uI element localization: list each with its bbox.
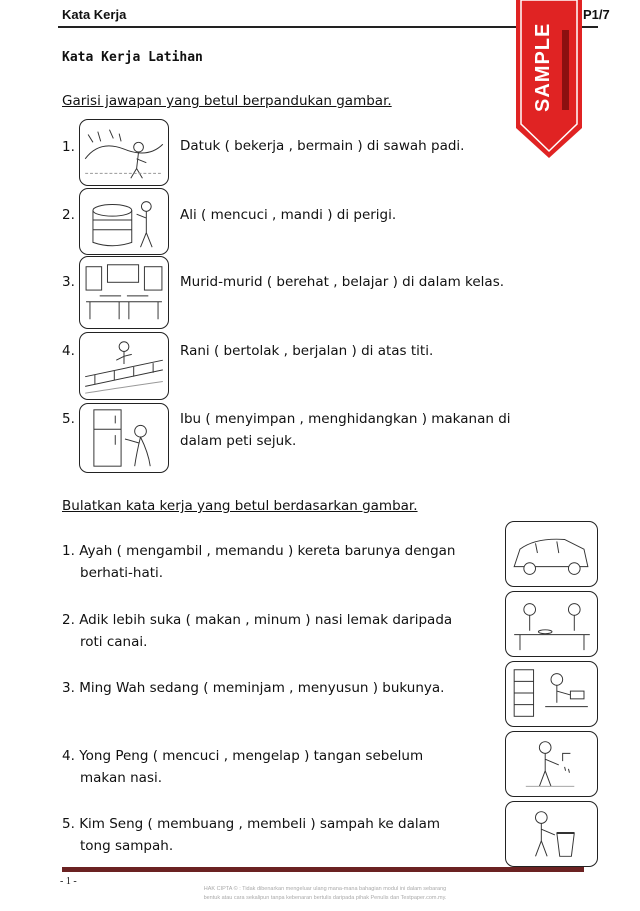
- s2-item-5-text: 5. Kim Seng ( membuang , membeli ) sampah ke dalam tong sampah.: [62, 816, 441, 854]
- s1-item-4-number: 4.: [62, 343, 75, 359]
- bridge-picture-icon: [79, 332, 169, 400]
- s1-item-5-text: Ibu ( menyimpan , menghidangkan ) makanan di dalam peti sejuk.: [180, 411, 511, 449]
- s2-item-1-text: 1. Ayah ( mengambil , memandu ) kereta barunya dengan berhati-hati.: [62, 543, 456, 581]
- eating-picture-icon: [505, 591, 598, 657]
- s2-item-4-text: 4. Yong Peng ( mencuci , mengelap ) tangan sebelum makan nasi.: [62, 748, 424, 786]
- s2-item-2-text: 2. Adik lebih suka ( makan , minum ) nasi lemak daripada roti canai.: [62, 612, 453, 650]
- s1-item-1-number: 1.: [62, 139, 75, 155]
- fridge-picture-icon: [79, 403, 169, 473]
- rice-field-picture-icon: [79, 119, 169, 186]
- copyright-line-1: HAK CIPTA © : Tidak dibenarkan mengeluar ulang mana-mana bahagian modul ini dalam sebarang: [203, 886, 447, 892]
- header-code: P1/7: [583, 7, 610, 22]
- section2-instruction: Bulatkan kata kerja yang betul berdasarkan gambar.: [62, 498, 418, 514]
- car-picture-icon: [505, 521, 598, 587]
- page-number: - 1 -: [60, 876, 77, 887]
- s1-item-3-number: 3.: [62, 274, 75, 290]
- s1-item-4-text: Rani ( bertolak , berjalan ) di atas titi.: [180, 343, 434, 359]
- s1-item-2-text: Ali ( mencuci , mandi ) di perigi.: [180, 207, 397, 223]
- washing-hands-picture-icon: [505, 731, 598, 797]
- books-picture-icon: [505, 661, 598, 727]
- sample-watermark: SAMPLE: [532, 22, 554, 112]
- worksheet-title: Kata Kerja Latihan: [62, 50, 203, 65]
- header-title: Kata Kerja: [62, 7, 127, 22]
- section1-instruction: Garisi jawapan yang betul berpandukan gambar.: [62, 93, 392, 109]
- s1-item-5-number: 5.: [62, 411, 75, 427]
- copyright-line-2: bentuk atau cara sekalipun tanpa kebenaran bertulis daripada pihak Penulis dan Testpaper.com.my.: [203, 895, 447, 901]
- classroom-picture-icon: [79, 256, 169, 329]
- trash-bin-picture-icon: [505, 801, 598, 867]
- well-picture-icon: [79, 188, 169, 255]
- s1-item-3-text: Murid-murid ( berehat , belajar ) di dalam kelas.: [180, 274, 505, 290]
- s2-item-3-text: 3. Ming Wah sedang ( meminjam , menyusun ) bukunya.: [62, 680, 445, 696]
- s1-item-1-text: Datuk ( bekerja , bermain ) di sawah padi.: [180, 138, 465, 154]
- footer-divider: [62, 867, 584, 872]
- s1-item-2-number: 2.: [62, 207, 75, 223]
